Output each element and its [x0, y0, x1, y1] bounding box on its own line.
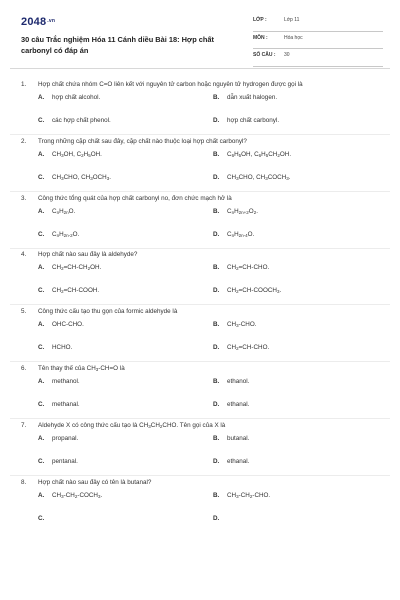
option-letter: B.	[213, 207, 220, 215]
answer-option[interactable]	[213, 173, 291, 183]
meta-value: 30	[284, 52, 290, 58]
option-text: $CH_2=CH$-CHO.	[227, 344, 270, 352]
question-number: 1.	[21, 81, 27, 88]
answer-option[interactable]	[213, 93, 277, 102]
option-letter: B.	[213, 378, 220, 385]
answer-option[interactable]	[38, 320, 84, 329]
option-letter: A.	[38, 94, 45, 101]
question-divider	[10, 418, 390, 419]
answer-option[interactable]	[38, 150, 102, 160]
answer-option[interactable]	[213, 491, 270, 501]
question-item	[21, 364, 386, 408]
answer-option[interactable]	[38, 230, 79, 240]
option-text: $C_nH_{2n-2}O$.	[52, 230, 80, 238]
option-text: ethanal.	[227, 401, 250, 408]
answer-option[interactable]	[213, 400, 249, 409]
meta-table	[253, 14, 383, 67]
answer-option[interactable]	[38, 457, 78, 466]
option-letter: B.	[213, 321, 220, 329]
option-group	[21, 307, 386, 353]
option-text: hợp chất carbonyl.	[227, 117, 280, 124]
option-text: $CH_2=CH$-COOH.	[52, 287, 100, 295]
question-number: 4.	[21, 251, 27, 259]
question-item	[21, 307, 386, 352]
option-letter: B.	[213, 434, 220, 442]
meta-value: Hóa học	[284, 34, 303, 41]
option-text: HCHO.	[52, 344, 73, 352]
option-text: $CH_2=CH$-CHO.	[227, 264, 270, 272]
option-letter: B.	[213, 150, 220, 158]
question-body: Trong những cặp chất sau đây, cặp chất nào thuộc loại hợp chất carbonyl?	[38, 137, 247, 145]
answer-option[interactable]	[38, 400, 80, 409]
answer-option[interactable]	[38, 434, 78, 443]
answer-option[interactable]	[38, 116, 111, 125]
answer-option[interactable]	[213, 343, 269, 353]
option-group	[21, 80, 386, 126]
option-text: $CH_3CHO$, $CH_3OCH_3$.	[52, 173, 111, 181]
question-body: Hợp chất nào sau đây có tên là butanal?	[38, 478, 152, 486]
option-letter: C.	[38, 173, 45, 181]
answer-option[interactable]	[38, 491, 102, 501]
meta-row-subject	[253, 32, 383, 50]
answer-option[interactable]	[38, 286, 99, 296]
header-divider	[10, 68, 390, 69]
question-item	[21, 478, 386, 522]
option-text: propanal.	[52, 434, 79, 442]
meta-label: SỐ CÂU :	[253, 52, 276, 58]
answer-option[interactable]	[213, 457, 249, 466]
question-number: 8.	[21, 478, 27, 486]
site-logo[interactable]	[21, 16, 55, 28]
option-group	[21, 421, 386, 467]
option-text: hợp chất alcohol.	[52, 94, 101, 101]
question-item	[21, 137, 386, 181]
answer-option[interactable]	[38, 93, 100, 102]
question-body: Hợp chất chứa nhóm C=O liên kết với nguyên tử carbon hoặc nguyên tử hydrogen được gọi là	[38, 81, 303, 88]
answer-option[interactable]	[213, 286, 281, 296]
option-letter: A.	[38, 378, 45, 385]
question-number: 6.	[21, 365, 27, 372]
option-text: OHC-CHO.	[52, 321, 84, 329]
option-text: methanol.	[52, 378, 80, 385]
answer-option[interactable]	[213, 116, 279, 125]
answer-option[interactable]	[38, 377, 80, 386]
option-letter: A.	[38, 150, 45, 158]
option-text: ethanal.	[227, 457, 250, 465]
question-body: Công thức cấu tạo thu gọn của formic aldehyde là	[38, 308, 178, 316]
question-item	[21, 250, 386, 295]
option-letter: B.	[213, 491, 220, 499]
option-letter: C.	[38, 514, 45, 522]
question-number: 5.	[21, 308, 27, 316]
meta-row-count	[253, 49, 383, 67]
answer-option[interactable]	[38, 207, 75, 217]
option-group	[21, 194, 386, 240]
option-group	[21, 364, 386, 410]
meta-label: MÔN :	[253, 34, 268, 41]
option-text: các hợp chất phenol.	[52, 117, 111, 124]
option-letter: D.	[213, 117, 220, 124]
option-text: $C_nH_{2n-4}O$.	[227, 230, 255, 238]
option-text: $CH_2=CH-COOCH_3$.	[227, 287, 282, 295]
meta-value: Lớp 11	[284, 17, 300, 23]
option-text: $CH_3-CH_2$-CHO.	[227, 491, 271, 499]
answer-option[interactable]	[38, 514, 52, 523]
option-letter: C.	[38, 230, 45, 238]
option-letter: A.	[38, 264, 45, 272]
question-body: Tên thay thế của $CH_3-CH=O$ là	[38, 365, 125, 372]
answer-option[interactable]	[213, 514, 227, 523]
option-letter: B.	[213, 264, 220, 272]
option-text: $CH_3$-CHO.	[227, 321, 257, 329]
answer-option[interactable]	[213, 377, 249, 386]
option-letter: A.	[38, 207, 45, 215]
question-divider	[10, 248, 390, 249]
option-letter: C.	[38, 401, 45, 408]
answer-option[interactable]	[38, 343, 72, 352]
question-item	[21, 80, 386, 124]
meta-label: LỚP :	[253, 17, 267, 23]
answer-option[interactable]	[213, 207, 258, 217]
option-letter: C.	[38, 457, 45, 465]
option-text: pentanal.	[52, 457, 78, 465]
meta-row-grade	[253, 14, 383, 32]
option-text: dẫn xuất halogen.	[227, 94, 278, 101]
option-letter: D.	[213, 514, 220, 522]
answer-option[interactable]	[213, 320, 256, 330]
logo-text: 2048	[21, 16, 47, 28]
option-text: $CH_3-CH_2-COCH_3$.	[52, 491, 103, 499]
question-body: Hợp chất nào sau đây là aldehyde?	[38, 251, 138, 259]
page-title: 30 câu Trắc nghiệm Hóa 11 Cánh diều Bài 18: Hợp chất carbonyl có đáp án	[21, 35, 214, 55]
answer-option[interactable]	[213, 434, 249, 443]
question-number: 7.	[21, 421, 27, 429]
option-text: $C_nH_{2n}O$.	[52, 207, 76, 215]
option-group	[21, 478, 386, 524]
question-number: 2.	[21, 137, 27, 145]
question-body: Aldehyde X có công thức cấu tạo là $CH_3CH_2CHO$. Tên gọi của X là	[38, 421, 226, 429]
question-body: Công thức tổng quát của hợp chất carbonyl no, đơn chức mạch hở là	[38, 194, 232, 202]
option-letter: D.	[213, 287, 220, 295]
answer-option[interactable]	[213, 263, 269, 273]
answer-option[interactable]	[213, 150, 291, 160]
option-text: ethanol.	[227, 378, 250, 385]
question-item	[21, 421, 386, 465]
option-text: $C_nH_{2n+2}O_2$.	[227, 207, 258, 215]
answer-option[interactable]	[38, 173, 111, 183]
option-group	[21, 250, 386, 296]
question-divider	[10, 304, 390, 305]
option-letter: D.	[213, 230, 220, 238]
option-letter: B.	[213, 94, 220, 101]
option-text: methanal.	[52, 401, 80, 408]
option-text: $CH_3OH$, $C_2H_5OH$.	[52, 150, 102, 158]
question-divider	[10, 361, 390, 362]
question-divider	[10, 134, 390, 135]
option-text: $CH_2=CH-CH_2OH$.	[52, 264, 102, 272]
option-letter: A.	[38, 434, 45, 442]
option-letter: D.	[213, 344, 220, 352]
option-letter: D.	[213, 173, 220, 181]
option-letter: D.	[213, 401, 220, 408]
option-text: butanal.	[227, 434, 250, 442]
option-text: $CH_3CHO$, $CH_3COCH_3$.	[227, 173, 291, 181]
question-divider	[10, 475, 390, 476]
answer-option[interactable]	[38, 263, 101, 273]
option-text: $C_6H_5OH$, $C_6H_5CH_2OH$.	[227, 150, 292, 158]
option-letter: C.	[38, 117, 45, 124]
question-number: 3.	[21, 194, 27, 202]
logo-suffix: .vn	[47, 18, 56, 24]
option-letter: D.	[213, 457, 220, 465]
question-item	[21, 194, 386, 238]
answer-option[interactable]	[213, 230, 254, 240]
option-letter: A.	[38, 491, 45, 499]
option-letter: C.	[38, 344, 45, 352]
option-letter: A.	[38, 321, 45, 329]
document-header	[0, 0, 400, 66]
option-group	[21, 137, 386, 183]
option-letter: C.	[38, 287, 45, 295]
question-divider	[10, 191, 390, 192]
